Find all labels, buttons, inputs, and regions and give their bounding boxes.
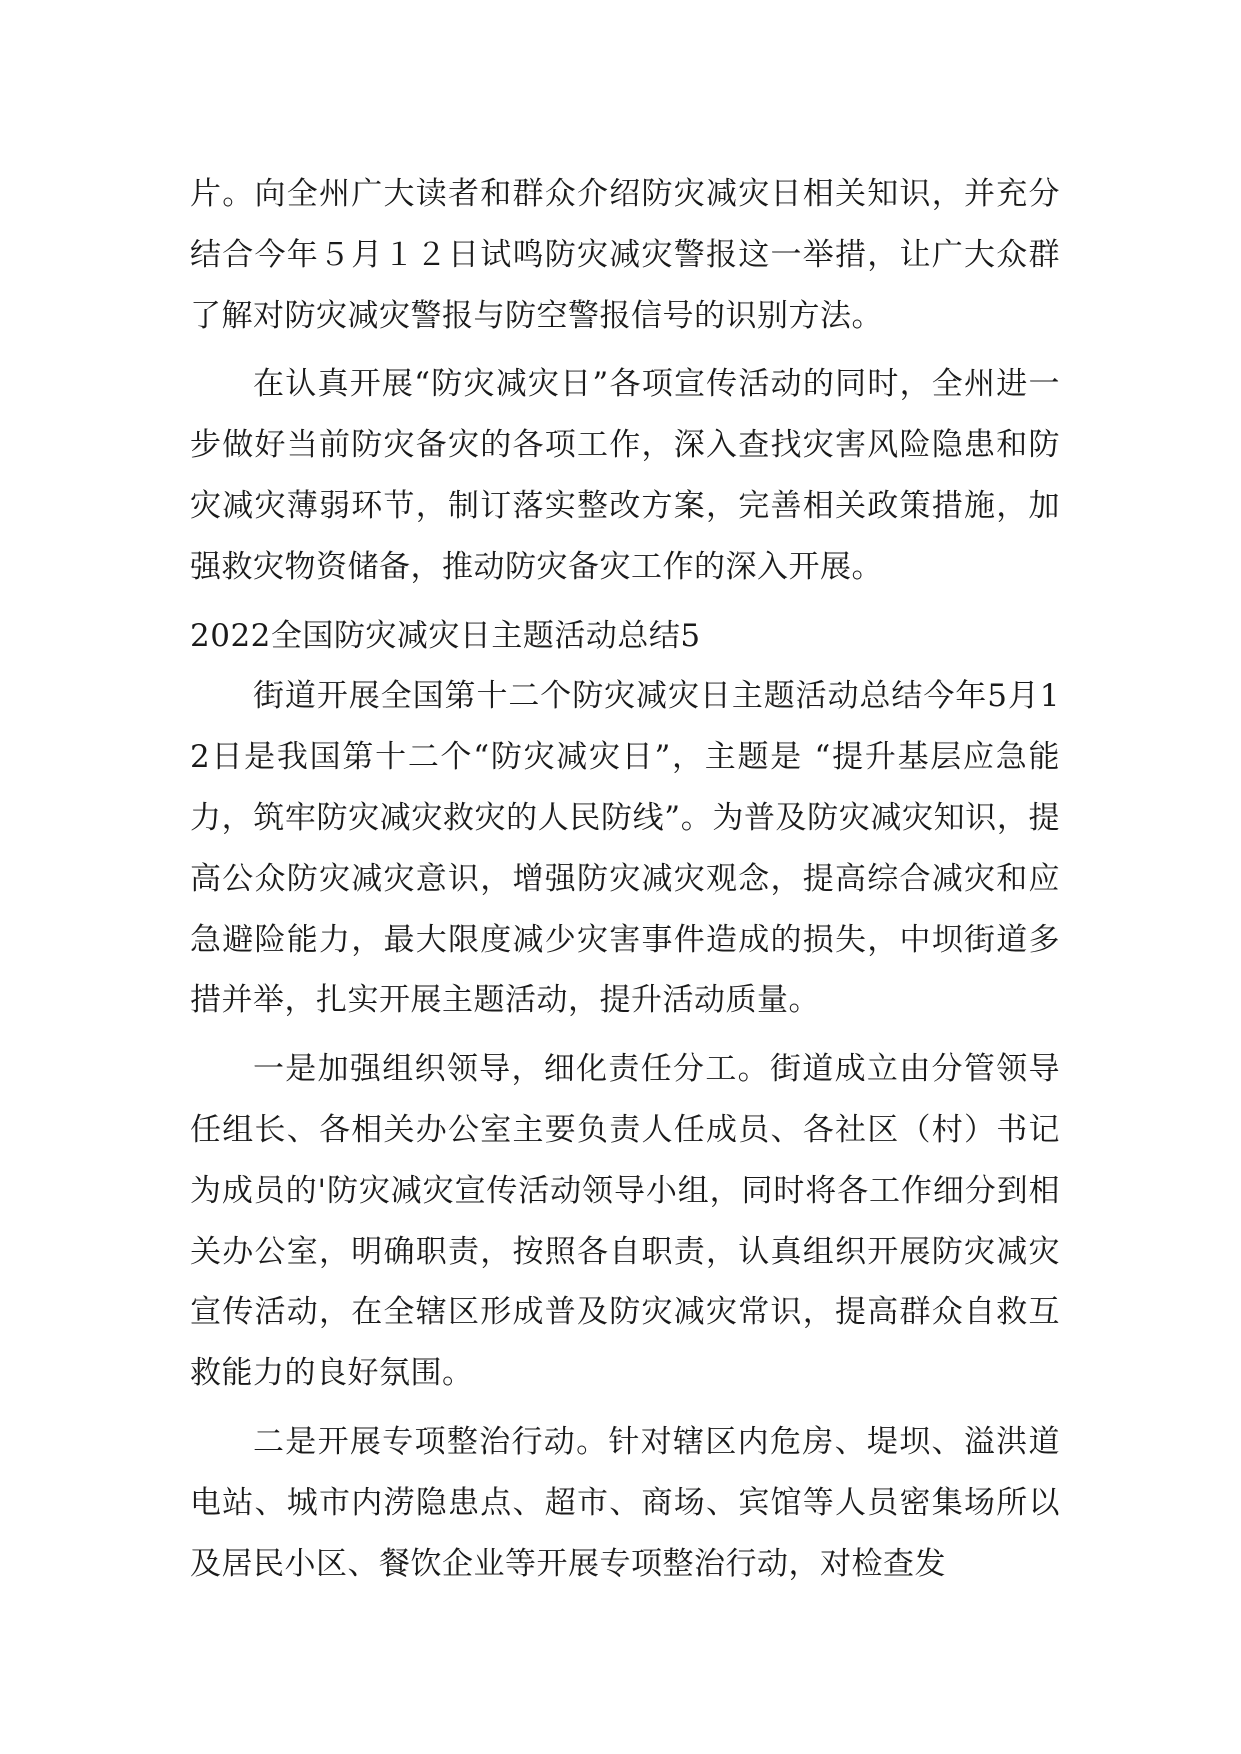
paragraph-organization-leadership: 一是加强组织领导，细化责任分工。街道成立由分管领导任组长、各相关办公室主要负责人任成员、各社区（村）书记为成员的'防灾减灾宣传活动领导小组，同时将各工作细分到相关办公室，明确职责，按照各自职责，认真组织开展防灾减灾宣传活动，在全辖区形成普及防灾减灾常识，提高群众自救互救能力的良好氛围。 bbox=[190, 1051, 1060, 1392]
paragraph-special-rectification: 二是开展专项整治行动。针对辖区内危房、堤坝、溢洪道电站、城市内涝隐患点、超市、商场、宾馆等人员密集场所以及居民小区、餐饮企业等开展专项整治行动，对检查发 bbox=[190, 1423, 1060, 1582]
section-heading: 2022全国防灾减灾日主题活动总结5 bbox=[190, 617, 701, 654]
paragraph-continuation: 片。向全州广大读者和群众介绍防灾减灾日相关知识，并充分结合今年５月１２日试鸣防灾减灾警报这一举措，让广大众群了解对防灾减灾警报与防空警报信号的识别方法。 bbox=[190, 176, 1060, 334]
document-body bbox=[190, 164, 1060, 1602]
paragraph-street-summary: 街道开展全国第十二个防灾减灾日主题活动总结今年5月12日是我国第十二个“防灾减灾日”，主题是 “提升基层应急能力，筑牢防灾减灾救灾的人民防线”。为普及防灾减灾知识，提高公众防灾减灾意识，增强防灾减灾观念，提高综合减灾和应急避险能力，最大限度减少灾害事件造成的损失，中坝街道多措并举，扎实开展主题活动，提升活动质量。 bbox=[190, 678, 1060, 1019]
paragraph-disaster-day-activities: 在认真开展“防灾减灾日”各项宣传活动的同时，全州进一步做好当前防灾备灾的各项工作，深入查找灾害风险隐患和防灾减灾薄弱环节，制订落实整改方案，完善相关政策措施，加强救灾物资储备，推动防灾备灾工作的深入开展。 bbox=[190, 366, 1060, 585]
